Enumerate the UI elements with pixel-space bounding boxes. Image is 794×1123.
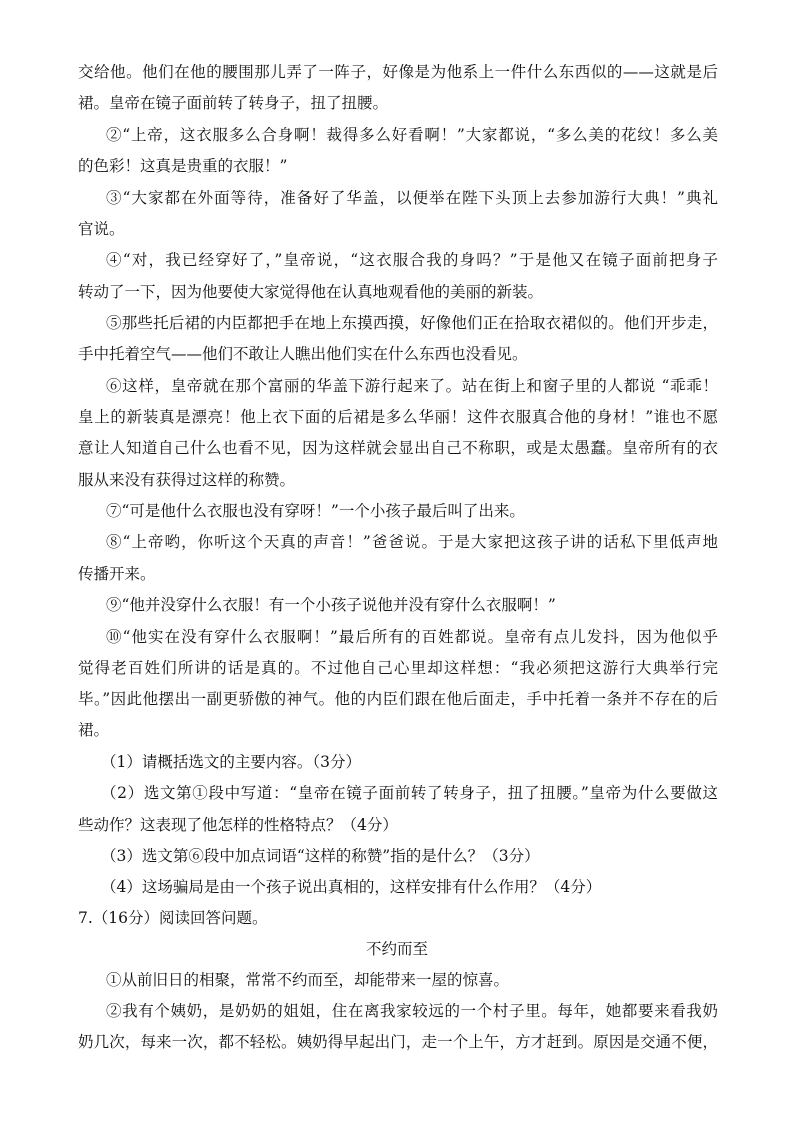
passage-line: 奶几次，每来一次，都不轻松。姨奶得早起出门，走一个上午，方才赶到。原因是交通不便， [78, 1033, 718, 1051]
question-2: （2）选文第①段中写道：“皇帝在镜子面前转了转身子，扭了扭腰。”皇帝为什么要做这 [101, 784, 718, 802]
question-4: （4）这场骗局是由一个孩子说出真相的，这样安排有什么作用？（4分） [101, 878, 602, 896]
passage-line: 毕。”因此他摆出一副更骄傲的神气。他的内臣们跟在他后面走，手中托着一条并不存在的后 [78, 690, 718, 708]
paragraph-1: ①从前旧日的相聚，常常不约而至，却能带来一屋的惊喜。 [106, 971, 510, 989]
passage-line: 传播开来。 [78, 565, 156, 583]
paragraph-6: ⑥这样，皇帝就在那个富丽的华盖下游行起来了。站在街上和窗子里的人都说 “乖乖！ [106, 377, 718, 395]
passage-line: 的色彩！这真是贵重的衣服！” [78, 157, 288, 175]
section-heading: 7.（16分）阅读回答问题。 [78, 909, 268, 927]
paragraph-2: ②我有个姨奶，是奶奶的姐姐，住在离我家较远的一个村子里。每年，她都要来看我奶 [106, 1002, 718, 1020]
question-3: （3）选文第⑥段中加点词语“这样的称赞”指的是什么？（3分） [101, 847, 540, 865]
passage-line: 裙。皇帝在镜子面前转了转身子，扭了扭腰。 [78, 94, 389, 112]
paragraph-5: ⑤那些托后裙的内臣都把手在地上东摸西摸，好像他们正在拾取衣裙似的。他们开步走， [106, 314, 718, 332]
paragraph-4: ④“对，我已经穿好了，”皇帝说，“这衣服合我的身吗？”于是他又在镜子面前把身子 [106, 251, 718, 269]
paragraph-8: ⑧“上帝哟，你听这个天真的声音！”爸爸说。于是大家把这孩子讲的话私下里低声地 [106, 533, 718, 551]
passage-line: 转动了一下，因为他要使大家觉得他在认真地观看他的美丽的新装。 [78, 283, 544, 301]
passage-line: 官说。 [78, 220, 125, 238]
passage-line: 意让人知道自己什么也看不见，因为这样就会显出自己不称职，或是太愚蠢。皇帝所有的衣 [78, 439, 718, 457]
passage-line: 服从来没有获得过这样的称赞。 [78, 471, 296, 489]
paragraph-3: ③“大家都在外面等待，准备好了华盖，以便举在陛下头顶上去参加游行大典！”典礼 [106, 189, 718, 207]
passage-line: 觉得老百姓们所讲的话是真的。不过他自己心里却这样想：“我必须把这游行大典举行完 [78, 659, 718, 677]
passage-line: 交给他。他们在他的腰围那儿弄了一阵子，好像是为他系上一件什么东西似的——这就是后 [78, 63, 718, 81]
passage-title: 不约而至 [365, 940, 428, 958]
paragraph-7: ⑦“可是他什么衣服也没有穿呀！”一个小孩子最后叫了出来。 [106, 502, 525, 520]
question-1: （1）请概括选文的主要内容。（3分） [101, 753, 361, 771]
passage-line: 手中托着空气——他们不敢让人瞧出他们实在什么东西也没看见。 [78, 345, 528, 363]
question-2-cont: 些动作？这表现了他怎样的性格特点？（4分） [78, 816, 398, 834]
passage-line: 裙。 [78, 721, 110, 739]
passage-line: 皇上的新装真是漂亮！他上衣下面的后裙是多么华丽！这件衣服真合他的身材！”谁也不愿 [78, 408, 718, 426]
paragraph-9: ⑨“他并没穿什么衣服！有一个小孩子说他并没有穿什么衣服啊！” [106, 596, 556, 614]
paragraph-2: ②“上帝，这衣服多么合身啊！裁得多么好看啊！”大家都说，“多么美的花纹！多么美 [106, 126, 718, 144]
paragraph-10: ⑩“他实在没有穿什么衣服啊！”最后所有的百姓都说。皇帝有点儿发抖，因为他似乎 [106, 628, 718, 646]
